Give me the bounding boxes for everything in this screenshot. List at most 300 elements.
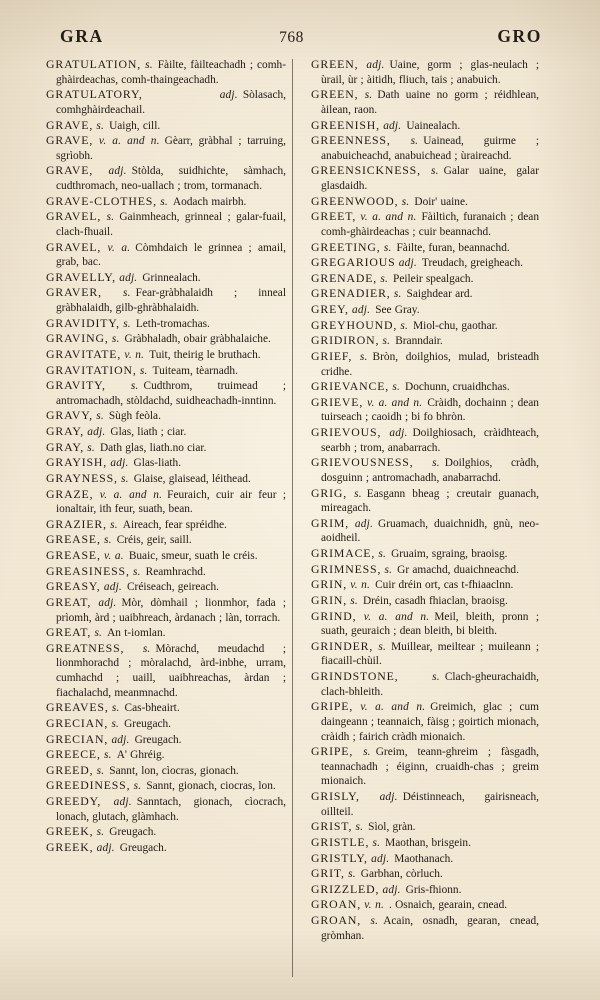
- dictionary-entry: [311, 133, 539, 163]
- dictionary-entry: [311, 209, 539, 239]
- entry-headword: GRISTLE,: [311, 834, 370, 849]
- entry-part-of-speech: s.: [96, 764, 105, 777]
- entry-definition: Branndair.: [395, 335, 443, 348]
- entry-part-of-speech: s.: [430, 165, 439, 178]
- entry-headword: GRIEF,: [311, 348, 353, 363]
- entry-part-of-speech: s.: [364, 89, 373, 102]
- entry-definition: Gruaim, sgraing, braoisg.: [391, 548, 508, 560]
- dictionary-entry: [311, 609, 539, 639]
- entry-part-of-speech: v. n.: [124, 348, 145, 361]
- dictionary-entry: [311, 379, 539, 395]
- entry-headword: GRAVITATE,: [46, 346, 122, 361]
- entry-part-of-speech: adj.: [398, 257, 417, 270]
- entry-definition: Gruamach, duaichnidh, gnù, neo-aoidheil.: [321, 517, 539, 545]
- entry-definition: Aireach, fear spréidhe.: [122, 518, 227, 531]
- entry-definition: Fear-gràbhalaidh ; inneal gràbhalaidh, gilb-ghràbhalaidh.: [56, 287, 286, 314]
- entry-headword: GRIST,: [311, 819, 353, 834]
- entry-part-of-speech: adj.: [379, 791, 398, 803]
- entry-part-of-speech: s.: [378, 640, 387, 653]
- dictionary-entry: [311, 194, 539, 210]
- dictionary-entry: [311, 882, 539, 898]
- entry-part-of-speech: s.: [350, 594, 358, 607]
- entry-headword: GREENNESS,: [311, 133, 391, 148]
- text-columns: [46, 57, 562, 987]
- entry-definition: Cràidh, dochainn ; dean tuirseach ; caoidh ; bi fo bhròn.: [321, 396, 539, 424]
- entry-headword: GRIPE,: [311, 699, 354, 714]
- entry-definition: See Gray.: [375, 304, 420, 316]
- entry-definition: Cudthrom, truimead ; antromachadh, stòldachd, suidheachadh-inntinn.: [56, 380, 286, 407]
- dictionary-entry: [311, 163, 539, 193]
- dictionary-entry: [46, 347, 286, 363]
- entry-part-of-speech: s.: [142, 642, 151, 655]
- entry-headword: GREEK,: [46, 824, 94, 839]
- entry-definition: Sùgh feòla.: [108, 410, 161, 423]
- entry-part-of-speech: v. a. and n.: [360, 701, 426, 714]
- entry-headword: GREED,: [46, 762, 94, 777]
- dictionary-entry: [311, 835, 539, 851]
- dictionary-entry: [46, 579, 286, 595]
- entry-headword: GRAVE,: [46, 133, 94, 148]
- entry-headword: GREGARIOUS: [311, 255, 396, 270]
- entry-headword: GRIPE,: [311, 744, 354, 759]
- dictionary-entry: [311, 516, 539, 546]
- dictionary-entry: [311, 669, 539, 699]
- entry-definition: Maothan, brisgein.: [385, 836, 471, 849]
- entry-headword: GRIEVE,: [311, 394, 364, 409]
- entry-definition: Leth-tromachas.: [135, 317, 210, 330]
- entry-definition: Uaine, gorm ; glas-neulach ; ùrail, ùr ; àitidh, fliuch, tais ; anabuich.: [321, 59, 539, 86]
- entry-part-of-speech: adj.: [354, 517, 374, 530]
- entry-part-of-speech: s.: [372, 836, 381, 849]
- dictionary-entry: [311, 866, 539, 882]
- entry-definition: Tuit, theirig le bruthach.: [149, 348, 261, 361]
- entry-definition: Miol-chu, gaothar.: [413, 319, 498, 332]
- entry-headword: GRAZIER,: [46, 516, 107, 531]
- entry-part-of-speech: s.: [111, 702, 120, 715]
- entry-headword: GRINDSTONE,: [311, 669, 399, 683]
- entry-definition: Garbhan, còrluch.: [360, 868, 443, 881]
- entry-part-of-speech: v. a. and n.: [367, 396, 423, 409]
- entry-definition: Còmhdaich le grinnea ; amail, grab, bac.: [56, 241, 286, 269]
- dictionary-entry: [46, 732, 286, 748]
- entry-part-of-speech: s.: [355, 821, 364, 834]
- entry-definition: Aodach mairbh.: [172, 195, 247, 208]
- entry-headword: GRAVIDITY,: [46, 315, 120, 330]
- entry-part-of-speech: s.: [363, 746, 371, 759]
- entry-headword: GREAT,: [46, 594, 92, 609]
- dictionary-entry: [46, 440, 286, 456]
- entry-headword: GREEDINESS,: [46, 778, 131, 793]
- running-head-right: GRO: [497, 26, 542, 46]
- entry-part-of-speech: s.: [111, 717, 120, 730]
- entry-headword: GREASE,: [46, 532, 101, 547]
- entry-headword: GREATNESS,: [46, 640, 125, 655]
- entry-part-of-speech: adj.: [366, 59, 385, 71]
- entry-part-of-speech: v. n.: [364, 899, 385, 912]
- dictionary-entry: [46, 408, 286, 424]
- dictionary-entry: [311, 425, 539, 455]
- dictionary-entry: [311, 455, 539, 485]
- entry-definition: Glas-liath.: [133, 457, 182, 470]
- entry-headword: GREENSICKNESS,: [311, 163, 421, 178]
- entry-definition: Doilghios, cràdh, dosguinn ; antromachadh, anabarrachd.: [321, 457, 539, 484]
- entry-headword: GREETING,: [311, 239, 381, 254]
- entry-part-of-speech: s.: [432, 671, 440, 683]
- entry-part-of-speech: s.: [400, 319, 409, 332]
- entry-headword: GREEDY,: [46, 794, 102, 808]
- entry-headword: GREEK,: [46, 839, 94, 854]
- dictionary-entry: [311, 593, 539, 609]
- dictionary-entry: [311, 87, 539, 117]
- dictionary-entry: [46, 87, 286, 117]
- entry-headword: GRINDER,: [311, 638, 374, 653]
- entry-headword: GRIG,: [311, 485, 348, 500]
- entry-part-of-speech: s.: [121, 472, 129, 485]
- dictionary-entry: [311, 546, 539, 562]
- entry-definition: Grinnealach.: [142, 271, 201, 284]
- dictionary-entry: [46, 747, 286, 763]
- entry-headword: GREENWOOD,: [311, 193, 399, 208]
- dictionary-entry: [46, 163, 286, 193]
- entry-definition: Treudach, greigheach.: [421, 257, 524, 270]
- entry-headword: GRIMACE,: [311, 546, 376, 560]
- entry-part-of-speech: s.: [410, 135, 419, 148]
- entry-headword: GRAVE-CLOTHES,: [46, 193, 157, 208]
- dictionary-entry: [46, 455, 286, 471]
- entry-definition: Dath glas, liath.no ciar.: [99, 441, 207, 454]
- entry-headword: GROAN,: [311, 897, 361, 912]
- entry-definition: Fàilte, fàilteachadh ; comh-ghàirdeachas, comh-thaingeachadh.: [56, 59, 286, 86]
- dictionary-entry: [311, 349, 539, 379]
- entry-definition: Gràbhaladh, obair gràbhalaiche.: [124, 333, 271, 346]
- column-divider: [292, 59, 293, 977]
- entry-headword: GREASY,: [46, 579, 101, 594]
- entry-definition: Sìol, gràn.: [368, 821, 416, 834]
- entry-definition: Sannt, lon, cìocras, gionach.: [109, 764, 239, 777]
- entry-part-of-speech: s.: [160, 195, 168, 208]
- dictionary-entry: [46, 548, 286, 564]
- dictionary-entry: [46, 778, 286, 794]
- dictionary-entry: [46, 595, 286, 625]
- entry-headword: GRECIAN,: [46, 715, 109, 730]
- dictionary-entry: [46, 564, 286, 580]
- entry-headword: GRECIAN,: [46, 731, 109, 746]
- entry-part-of-speech: s.: [104, 749, 112, 762]
- dictionary-entry: [46, 840, 286, 856]
- dictionary-entry: [46, 824, 286, 840]
- entry-headword: GRAZE,: [46, 486, 94, 501]
- entry-headword: GRENADE,: [311, 270, 378, 285]
- running-head-left: GRA: [60, 26, 104, 46]
- entry-definition: Bròn, doilghios, mulad, bristeadh cridhe.: [321, 350, 539, 378]
- entry-part-of-speech: s.: [94, 627, 103, 640]
- entry-definition: Dochunn, cruaidhchas.: [405, 381, 510, 394]
- dictionary-entry: [46, 378, 286, 408]
- entry-headword: GREY,: [311, 302, 349, 316]
- entry-headword: GRAVING,: [46, 331, 109, 346]
- entry-headword: GRAVITATION,: [46, 362, 137, 377]
- entry-definition: Dath uaine no gorm ; réidhlean, àilean, raon.: [321, 89, 539, 116]
- entry-headword: GREEN,: [311, 87, 359, 102]
- entry-headword: GRAY,: [46, 439, 85, 454]
- dictionary-entry: [311, 240, 539, 256]
- dictionary-entry: [311, 286, 539, 302]
- entry-part-of-speech: s.: [370, 915, 379, 927]
- entry-headword: GRIND,: [311, 608, 357, 623]
- entry-definition: Peileir spealgach.: [393, 272, 474, 285]
- entry-headword: GREET,: [311, 209, 357, 224]
- entry-part-of-speech: s.: [130, 380, 139, 393]
- entry-part-of-speech: adj.: [98, 596, 117, 609]
- dictionary-entry: [311, 819, 539, 835]
- dictionary-entry: [46, 270, 286, 286]
- dictionary-entry: [46, 532, 286, 548]
- entry-definition: Buaic, smeur, suath le créis.: [128, 550, 258, 562]
- dictionary-entry: [46, 57, 286, 87]
- entry-part-of-speech: s.: [123, 287, 131, 300]
- entry-definition: Greim, teann-ghreim ; fàsgadh, teannachadh ; éiginn, cruaidh-chas ; greim mionaich.: [321, 746, 539, 788]
- dictionary-entry: [311, 699, 539, 744]
- entry-definition: Greugach.: [109, 826, 157, 839]
- entry-definition: Sannt, gionach, ciocras, lon.: [146, 780, 276, 793]
- dictionary-entry: [46, 487, 286, 517]
- entry-part-of-speech: adj.: [219, 89, 238, 102]
- entry-headword: GRIN,: [311, 592, 348, 607]
- entry-part-of-speech: s.: [432, 457, 440, 470]
- entry-definition: Clach-gheurachaidh, clach-bhleith.: [321, 671, 539, 698]
- entry-part-of-speech: v. a. and n.: [99, 488, 163, 501]
- column-right: [293, 57, 539, 987]
- entry-definition: Galar uaine, galar glasdaidh.: [321, 165, 539, 192]
- dictionary-entry: [311, 913, 539, 943]
- entry-part-of-speech: s.: [392, 381, 400, 394]
- entry-headword: GRAVE,: [46, 163, 94, 178]
- entry-definition: Greugach.: [134, 733, 182, 746]
- dictionary-entry: [46, 716, 286, 732]
- entry-definition: Greugach.: [124, 717, 172, 730]
- entry-part-of-speech: adj.: [113, 796, 132, 808]
- entry-headword: GRAVELLY,: [46, 269, 116, 284]
- entry-headword: GREAT,: [46, 625, 92, 640]
- entry-part-of-speech: adj.: [383, 119, 402, 132]
- dictionary-entry: [311, 562, 539, 578]
- dictionary-entry: [311, 318, 539, 334]
- entry-definition: Créiseach, geireach.: [126, 581, 220, 594]
- entry-part-of-speech: s.: [145, 59, 153, 71]
- entry-part-of-speech: s.: [380, 272, 389, 285]
- entry-part-of-speech: adj.: [389, 427, 408, 439]
- dictionary-entry: [311, 789, 539, 819]
- entry-headword: GRIZZLED,: [311, 881, 380, 896]
- entry-definition: A' Ghréig.: [116, 749, 165, 762]
- entry-definition: Doilghiosach, cràidhteach, searbh ; trom, anabarrach.: [321, 427, 539, 454]
- entry-headword: GRENADIER,: [311, 286, 391, 301]
- entry-headword: GREEN,: [311, 57, 359, 71]
- entry-part-of-speech: s.: [348, 868, 356, 881]
- entry-part-of-speech: adj.: [110, 457, 129, 470]
- entry-headword: GREECE,: [46, 747, 101, 762]
- entry-definition: Sanntach, gionach, cìocrach, lonach, glutach, glàmhach.: [56, 796, 286, 823]
- entry-definition: Meil, bleith, pronn ; suath, geuraich ; dean bleith, bi bleith.: [321, 610, 539, 638]
- entry-part-of-speech: adj.: [371, 852, 390, 865]
- page-number: 768: [279, 29, 304, 46]
- entry-definition: Dréin, casadh fhiaclan, braoisg.: [362, 594, 508, 607]
- entry-part-of-speech: s.: [382, 335, 391, 348]
- entry-part-of-speech: s.: [401, 195, 410, 208]
- entry-definition: Muillear, meiltear ; muileann ; fiacaill-chùil.: [321, 640, 539, 668]
- entry-headword: GRAYNESS,: [46, 470, 118, 485]
- dictionary-entry: [46, 194, 286, 210]
- entry-definition: Acain, osnadh, gearan, cnead, gròmhan.: [321, 915, 539, 942]
- column-left: [46, 57, 292, 987]
- entry-part-of-speech: adj.: [96, 841, 115, 854]
- entry-headword: GRAVEL,: [46, 239, 102, 254]
- entry-definition: Glas, liath ; ciar.: [110, 426, 187, 438]
- entry-headword: GROAN,: [311, 913, 361, 927]
- dictionary-entry: [311, 271, 539, 287]
- entry-part-of-speech: v. a. and n.: [360, 211, 417, 224]
- entry-part-of-speech: s.: [111, 333, 120, 346]
- dictionary-entry: [46, 763, 286, 779]
- entry-part-of-speech: adj.: [87, 426, 106, 438]
- entry-headword: GRAVER,: [46, 285, 102, 300]
- entry-headword: GREAVES,: [46, 700, 109, 715]
- entry-definition: An t-iomlan.: [107, 627, 166, 640]
- dictionary-entry: [46, 517, 286, 533]
- entry-part-of-speech: s.: [96, 119, 105, 132]
- dictionary-entry: [46, 424, 286, 440]
- entry-definition: Uainealach.: [406, 119, 461, 132]
- entry-headword: GRIN,: [311, 577, 348, 592]
- entry-headword: GRAVE,: [46, 117, 94, 132]
- entry-definition: Greugach.: [119, 841, 167, 854]
- dictionary-entry: [311, 577, 539, 593]
- dictionary-entry: [46, 794, 286, 824]
- dictionary-entry: [311, 639, 539, 669]
- entry-headword: GRIEVOUS,: [311, 425, 382, 439]
- entry-part-of-speech: adj.: [108, 165, 127, 178]
- dictionary-entry: [311, 744, 539, 789]
- dictionary-entry: [311, 302, 539, 318]
- entry-part-of-speech: s.: [110, 518, 118, 531]
- entry-headword: GRISTLY,: [311, 850, 368, 865]
- entry-definition: Uaigh, cill.: [109, 119, 161, 132]
- entry-headword: GRIMNESS,: [311, 561, 382, 576]
- dictionary-entry: [46, 316, 286, 332]
- entry-headword: GREENISH,: [311, 117, 380, 132]
- entry-headword: GRIM,: [311, 515, 350, 530]
- entry-part-of-speech: s.: [123, 317, 131, 330]
- dictionary-entry: [46, 363, 286, 379]
- entry-part-of-speech: s.: [96, 410, 104, 423]
- entry-part-of-speech: s.: [133, 565, 141, 578]
- dictionary-entry: [46, 625, 286, 641]
- entry-definition: Fàiltich, furanaich ; dean comh-ghàirdeachas ; cuir beannachd.: [321, 211, 540, 238]
- entry-part-of-speech: s.: [139, 364, 148, 377]
- dictionary-entry: [46, 133, 286, 163]
- entry-headword: GREYHOUND,: [311, 317, 398, 332]
- dictionary-entry: [46, 118, 286, 134]
- entry-definition: Mòrachd, meudachd ; lionmhorachd ; mòralachd, àrd-inbhe, urram, cumhachd ; uaill, uaibhreachas, àrdan ; fiachalachd, meanmnachd.: [56, 642, 286, 699]
- entry-part-of-speech: s.: [354, 487, 362, 500]
- entry-headword: GRATULATORY,: [46, 87, 143, 102]
- entry-part-of-speech: adj.: [111, 733, 130, 746]
- entry-part-of-speech: v. a.: [104, 550, 124, 562]
- entry-part-of-speech: v. a. and n.: [363, 610, 430, 623]
- entry-headword: GREASE,: [46, 548, 101, 562]
- entry-definition: Cuir dréin ort, cas t-fhiaaclnn.: [375, 579, 514, 592]
- entry-part-of-speech: s.: [133, 780, 142, 793]
- entry-definition: Reamhrachd.: [145, 565, 206, 578]
- entry-definition: Tuiteam, tèarnadh.: [152, 364, 238, 377]
- entry-headword: GRIEVOUSNESS,: [311, 455, 414, 470]
- dictionary-entry: [46, 285, 286, 315]
- entry-part-of-speech: s.: [378, 548, 387, 560]
- entry-headword: GRATULATION,: [46, 57, 142, 71]
- entry-part-of-speech: s.: [359, 350, 368, 363]
- entry-part-of-speech: s.: [384, 563, 393, 576]
- dictionary-entry: [311, 486, 539, 516]
- entry-headword: GRIDIRON,: [311, 333, 380, 348]
- entry-part-of-speech: v. n.: [350, 579, 371, 592]
- entry-definition: Cas-bheairt.: [124, 702, 180, 715]
- entry-part-of-speech: s.: [106, 211, 115, 224]
- entry-definition: Greimich, glac ; cum daingeann ; teannaich, fàisg ; goirtich mionach, cràidh ; fairich cràdh mionaich.: [321, 701, 539, 743]
- entry-headword: GRAYISH,: [46, 455, 108, 470]
- dictionary-entry: [46, 331, 286, 347]
- entry-definition: Saighdear ard.: [406, 288, 473, 301]
- entry-definition: Doir' uaine.: [414, 195, 468, 208]
- dictionary-entry: [311, 255, 539, 271]
- entry-definition: Maothanach.: [394, 852, 454, 865]
- entry-part-of-speech: v. a. and n.: [98, 135, 160, 148]
- entry-definition: Déistinneach, gairisneach, oillteil.: [321, 791, 539, 818]
- entry-headword: GRAVY,: [46, 408, 93, 423]
- dictionary-entry: [311, 851, 539, 867]
- entry-definition: . Osnaich, gearain, cnead.: [389, 899, 508, 912]
- entry-headword: GRAVEL,: [46, 209, 102, 224]
- entry-headword: GRAVITY,: [46, 378, 106, 393]
- dictionary-entry: [46, 209, 286, 239]
- entry-definition: Gris-fhionn.: [405, 883, 462, 896]
- entry-headword: GRISLY,: [311, 789, 360, 803]
- entry-definition: Sòlasach, comhghàirdeachail.: [56, 89, 286, 116]
- entry-part-of-speech: s.: [87, 441, 95, 454]
- entry-definition: Uainead, guirme ; anabuicheachd, anabuichead ; ùraireachd.: [321, 135, 539, 162]
- entry-definition: Feuraich, cuir air feur ; ionaltair, ith feur, suath, bean.: [56, 488, 286, 516]
- dictionary-entry: [311, 118, 539, 134]
- entry-definition: Gr amachd, duaichneachd.: [397, 563, 519, 576]
- dictionary-entry: [46, 641, 286, 701]
- dictionary-entry: [46, 700, 286, 716]
- dictionary-entry: [46, 240, 286, 270]
- entry-headword: GRAY,: [46, 424, 85, 438]
- dictionary-entry: [46, 471, 286, 487]
- entry-part-of-speech: v. a.: [107, 241, 131, 254]
- entry-part-of-speech: adj.: [382, 883, 401, 896]
- page-header: [60, 26, 552, 48]
- entry-part-of-speech: s.: [393, 288, 402, 301]
- dictionary-entry: [311, 57, 539, 87]
- entry-part-of-speech: s.: [383, 241, 392, 254]
- entry-part-of-speech: s.: [104, 534, 112, 547]
- entry-definition: Fàilte, furan, beannachd.: [396, 241, 510, 254]
- dictionary-entry: [311, 333, 539, 349]
- entry-definition: Easgann bheag ; creutair guanach, mireagach.: [321, 487, 539, 515]
- entry-headword: GRIEVANCE,: [311, 379, 390, 394]
- entry-definition: Gainmheach, grinneal ; galar-fuail, clach-fhuail.: [56, 211, 286, 238]
- dictionary-entry: [311, 897, 539, 913]
